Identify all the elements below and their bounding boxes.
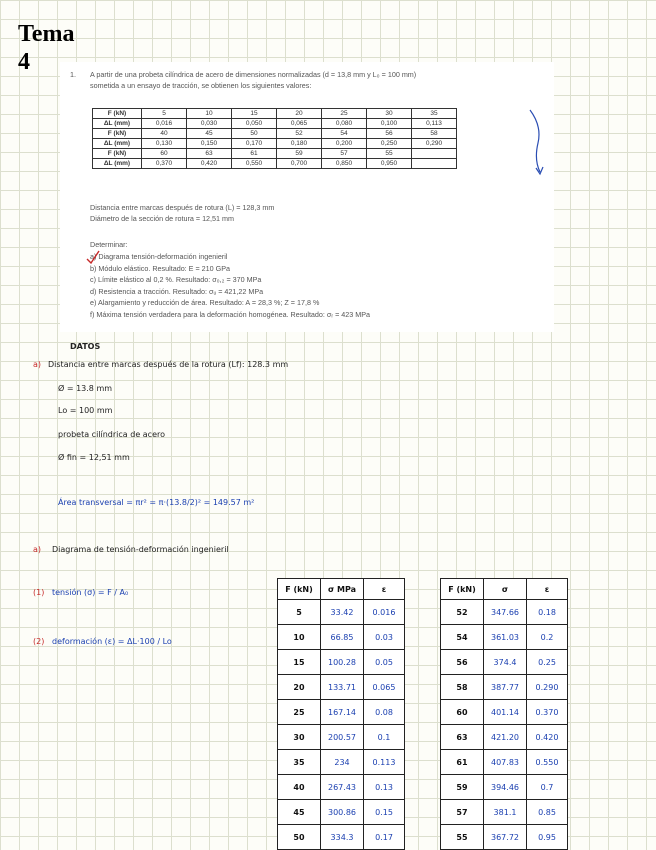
results-cell: 367.72	[484, 825, 527, 850]
data-table-cell: 0,200	[322, 139, 367, 149]
dist-rotura: Distancia entre marcas después de rotura (L) = 128,3 mm	[90, 203, 275, 212]
formula-2: deformación (ε) = ΔL·100 / Lo	[52, 637, 172, 646]
data-table-cell: 0,180	[277, 139, 322, 149]
data-table-cell: 45	[187, 129, 232, 139]
data-table-cell: 52	[277, 129, 322, 139]
problem-item: c) Límite elástico al 0,2 %. Resultado: σ₀,₂ = 370 MPa	[90, 275, 262, 284]
results-row	[441, 800, 568, 825]
data-table-cell: 40	[142, 129, 187, 139]
results-cell: 0.1	[364, 725, 405, 750]
results-cell: 0.2	[527, 625, 568, 650]
data-table-cell: 0,050	[232, 119, 277, 129]
results-cell: 0.25	[527, 650, 568, 675]
results-header-cell: ε	[527, 579, 568, 600]
brace-arrow	[528, 108, 548, 178]
data-table-cell: 0,170	[232, 139, 277, 149]
data-table	[92, 108, 457, 169]
data-table-cell: 35	[412, 109, 457, 119]
data-table-cell: 50	[232, 129, 277, 139]
data-table-cell: ΔL (mm)	[93, 139, 142, 149]
results-cell: 60	[441, 700, 484, 725]
diagrama-label: a)	[33, 545, 42, 554]
problem-intro-2: sometida a un ensayo de tracción, se obtienen los siguientes valores:	[90, 81, 312, 90]
problem-intro-1: A partir de una probeta cilíndrica de acero de dimensiones normalizadas (d = 13,8 mm y L₀ = 100 mm)	[90, 70, 417, 79]
phi-fin-note: Ø fin = 12,51 mm	[58, 453, 130, 462]
results-header-cell: σ MPa	[321, 579, 364, 600]
data-table-cell: 15	[232, 109, 277, 119]
data-table-cell: 60	[142, 149, 187, 159]
data-table-row	[93, 119, 457, 129]
data-table-row	[93, 129, 457, 139]
data-table-cell: 0,150	[187, 139, 232, 149]
results-cell: 50	[278, 825, 321, 850]
results-table-left	[277, 578, 405, 850]
problem-item: a) Diagrama tensión-deformación ingenieril	[90, 252, 228, 261]
results-cell: 25	[278, 700, 321, 725]
results-row	[278, 675, 405, 700]
data-table-cell: 59	[277, 149, 322, 159]
results-cell: 30	[278, 725, 321, 750]
data-table-cell: ΔL (mm)	[93, 159, 142, 169]
data-table-cell: F (kN)	[93, 109, 142, 119]
data-table-cell: 0,016	[142, 119, 187, 129]
results-row	[441, 725, 568, 750]
dist-note: Distancia entre marcas después de la rotura (Lf): 128.3 mm	[48, 360, 289, 369]
check-mark-icon	[86, 250, 100, 264]
data-table-cell: 0,080	[322, 119, 367, 129]
results-cell: 234	[321, 750, 364, 775]
results-row	[278, 800, 405, 825]
data-table-cell: 54	[322, 129, 367, 139]
probeta-note: probeta cilíndrica de acero	[58, 430, 166, 439]
problem-item: e) Alargamiento y reducción de área. Resultado: A = 28,3 %; Z = 17,8 %	[90, 298, 320, 307]
results-header-cell: ε	[364, 579, 405, 600]
results-cell: 15	[278, 650, 321, 675]
determinar-label: Determinar:	[90, 240, 128, 249]
results-cell: 35	[278, 750, 321, 775]
title-line1: Tema	[18, 21, 75, 47]
problem-item: b) Módulo elástico. Resultado: E = 210 GPa	[90, 263, 231, 273]
results-header-cell: F (kN)	[441, 579, 484, 600]
data-table-cell: 61	[232, 149, 277, 159]
results-row	[278, 725, 405, 750]
results-cell: 0.420	[527, 725, 568, 750]
data-table-row	[93, 139, 457, 149]
results-cell: 52	[441, 600, 484, 625]
data-table-cell: 30	[367, 109, 412, 119]
results-cell: 200.57	[321, 725, 364, 750]
results-cell: 56	[441, 650, 484, 675]
data-table-cell	[412, 149, 457, 159]
results-header-row	[278, 579, 405, 600]
results-cell: 59	[441, 775, 484, 800]
data-table-cell: 0,550	[232, 159, 277, 169]
diagrama-note: Diagrama de tensión-deformación ingenieril	[52, 545, 229, 554]
results-row	[441, 675, 568, 700]
results-cell: 0.113	[364, 750, 405, 775]
datos-label: DATOS	[70, 342, 101, 351]
results-cell: 20	[278, 675, 321, 700]
data-table-cell: 0,370	[142, 159, 187, 169]
results-cell: 361.03	[484, 625, 527, 650]
results-row	[441, 775, 568, 800]
data-table-cell: 0,700	[277, 159, 322, 169]
results-row	[278, 750, 405, 775]
results-cell: 10	[278, 625, 321, 650]
results-cell: 0.03	[364, 625, 405, 650]
results-cell: 300.86	[321, 800, 364, 825]
data-table-cell: 0,250	[367, 139, 412, 149]
data-table-cell: 10	[187, 109, 232, 119]
problem-number: 1.	[70, 70, 76, 79]
data-table-cell: 0,113	[412, 119, 457, 129]
results-row	[441, 600, 568, 625]
data-table-row	[93, 149, 457, 159]
results-header-cell: F (kN)	[278, 579, 321, 600]
results-cell: 401.14	[484, 700, 527, 725]
data-table-cell	[412, 159, 457, 169]
data-table-row	[93, 159, 457, 169]
results-header-row	[441, 579, 568, 600]
diam-rotura: Diámetro de la sección de rotura = 12,51 mm	[90, 214, 235, 223]
results-cell: 387.77	[484, 675, 527, 700]
results-cell: 63	[441, 725, 484, 750]
results-row	[278, 650, 405, 675]
data-table-cell: 58	[412, 129, 457, 139]
results-cell: 100.28	[321, 650, 364, 675]
results-cell: 40	[278, 775, 321, 800]
data-table-row	[93, 109, 457, 119]
results-table-right	[440, 578, 568, 850]
problem-item: f) Máxima tensión verdadera para la deformación homogénea. Resultado: σᵣ = 423 MPa	[90, 309, 371, 319]
data-table-cell: 0,420	[187, 159, 232, 169]
results-cell: 66.85	[321, 625, 364, 650]
results-cell: 5	[278, 600, 321, 625]
results-cell: 133.71	[321, 675, 364, 700]
results-row	[441, 825, 568, 850]
results-cell: 0.05	[364, 650, 405, 675]
results-row	[441, 625, 568, 650]
data-table-cell: 25	[322, 109, 367, 119]
data-table-cell: 63	[187, 149, 232, 159]
results-cell: 407.83	[484, 750, 527, 775]
results-header-cell: σ	[484, 579, 527, 600]
title-line2: 4	[18, 49, 30, 75]
problem-statement	[60, 62, 554, 332]
data-table-cell: 0,130	[142, 139, 187, 149]
results-cell: 394.46	[484, 775, 527, 800]
data-table-cell: 0,290	[412, 139, 457, 149]
results-cell: 0.290	[527, 675, 568, 700]
results-cell: 33.42	[321, 600, 364, 625]
results-cell: 0.065	[364, 675, 405, 700]
data-table-cell: 55	[367, 149, 412, 159]
formula-2-label: (2)	[33, 637, 45, 646]
data-table-cell: 0,030	[187, 119, 232, 129]
data-table-cell: ΔL (mm)	[93, 119, 142, 129]
results-cell: 55	[441, 825, 484, 850]
results-row	[278, 825, 405, 850]
results-cell: 58	[441, 675, 484, 700]
results-row	[278, 600, 405, 625]
data-table-cell: 56	[367, 129, 412, 139]
results-cell: 381.1	[484, 800, 527, 825]
results-cell: 45	[278, 800, 321, 825]
phi-note: Ø = 13.8 mm	[58, 384, 113, 393]
data-table-cell: 0,950	[367, 159, 412, 169]
results-cell: 0.85	[527, 800, 568, 825]
results-cell: 54	[441, 625, 484, 650]
formula-1-label: (1)	[33, 588, 45, 597]
results-cell: 374.4	[484, 650, 527, 675]
results-cell: 0.18	[527, 600, 568, 625]
results-cell: 347.66	[484, 600, 527, 625]
data-table-cell: F (kN)	[93, 149, 142, 159]
lo-note: Lo = 100 mm	[58, 406, 113, 415]
results-cell: 0.550	[527, 750, 568, 775]
results-row	[441, 650, 568, 675]
formula-1: tensión (σ) = F / A₀	[52, 588, 129, 597]
results-cell: 0.15	[364, 800, 405, 825]
results-cell: 0.95	[527, 825, 568, 850]
results-cell: 0.016	[364, 600, 405, 625]
results-cell: 167.14	[321, 700, 364, 725]
results-cell: 267.43	[321, 775, 364, 800]
area-note: Área transversal = πr² = π·(13.8/2)² = 149.57 m²	[58, 498, 255, 507]
data-table-cell: 0,850	[322, 159, 367, 169]
results-row	[441, 700, 568, 725]
results-row	[278, 625, 405, 650]
results-row	[441, 750, 568, 775]
a-label: a)	[33, 360, 42, 369]
results-cell: 0.08	[364, 700, 405, 725]
data-table-cell: 0,100	[367, 119, 412, 129]
results-cell: 0.17	[364, 825, 405, 850]
results-cell: 0.370	[527, 700, 568, 725]
results-cell: 421.20	[484, 725, 527, 750]
problem-item: d) Resistencia a tracción. Resultado: σᵤ = 421,22 MPa	[90, 286, 264, 296]
results-row	[278, 700, 405, 725]
results-cell: 334.3	[321, 825, 364, 850]
data-table-cell: 57	[322, 149, 367, 159]
results-cell: 61	[441, 750, 484, 775]
data-table-cell: 5	[142, 109, 187, 119]
results-cell: 57	[441, 800, 484, 825]
data-table-cell: 20	[277, 109, 322, 119]
data-table-cell: F (kN)	[93, 129, 142, 139]
data-table-cell: 0,065	[277, 119, 322, 129]
results-row	[278, 775, 405, 800]
results-cell: 0.13	[364, 775, 405, 800]
results-cell: 0.7	[527, 775, 568, 800]
